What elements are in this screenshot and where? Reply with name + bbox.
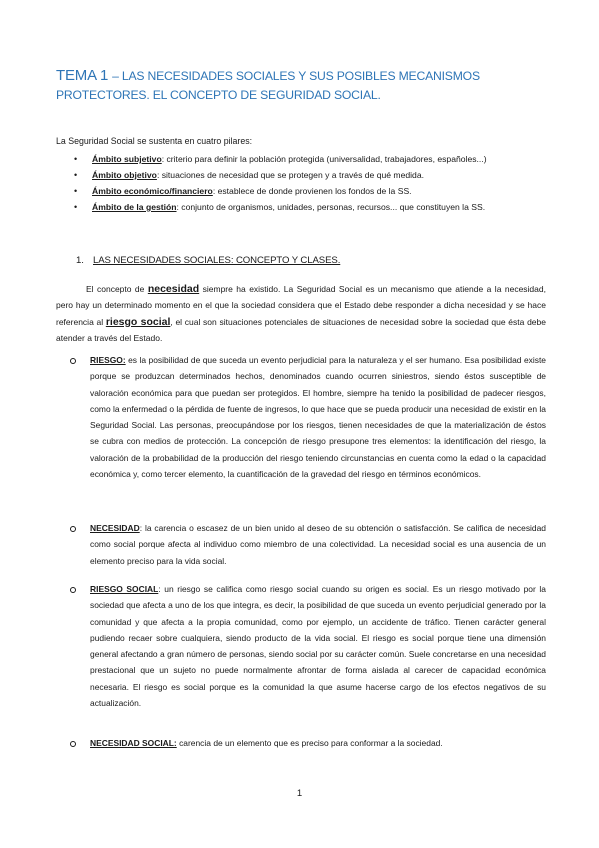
definition-term: RIESGO SOCIAL (90, 584, 159, 594)
list-item (56, 152, 546, 166)
list-item (56, 200, 546, 214)
concept-paragraph (56, 281, 546, 346)
paragraph-part: El concepto de (86, 284, 148, 294)
pillar-term: Ámbito objetivo (92, 170, 157, 180)
highlight-necesidad: necesidad (147, 283, 200, 295)
pillar-text: : establece de donde provienen los fondos de la SS. (212, 186, 412, 196)
definition-riesgo-social (70, 581, 546, 711)
pillar-text: : criterio para definir la población protegida (universalidad, trabajadores, españoles...) (161, 154, 487, 164)
paragraph-part: siempre ha existido. La Seguridad Social es un mecanismo que atiende a la necesidad, pero hay un determinado momento en el que la sociedad considera que el Estado debe responder a dicha necesidad y se hace referencia al (56, 284, 546, 327)
list-item (56, 184, 546, 198)
intro-text: La Seguridad Social se sustenta en cuatro pilares: (56, 136, 253, 146)
list-item (70, 520, 546, 569)
definition-term: RIESGO: (90, 355, 126, 365)
pillar-term: Ámbito de la gestión (92, 202, 177, 212)
definition-text: es la posibilidad de que suceda un evento perjudicial para la naturaleza y el ser humano. Esa posibilidad existe porque se produzcan determinados hechos, denominados cuando ocurren siniestros, siendo éstos susceptible de valoración económica para que puedan ser protegidos. El hombre, siempre ha tenido la posibilidad de padecer riesgos, como la enfermedad o la pérdida de fuente de ingresos, lo que hace que se pueda producir una necesidad de existir en la Seguridad Social. Las personas, preocupándose por los riesgos, tienen necesidades de que la materialización de éstos se cubra con medios de protección. La concepción de riesgo presupone tres elementos: la identificación del riesgo, la valoración de la probabilidad de la producción del riesgo teniendo circunstancias en cuenta como la edad o la capacidad económica y, como tercer elemento, la cuantificación de la gravedad del riesgo en términos económicos. (90, 355, 546, 480)
pillar-term: Ámbito subjetivo (92, 154, 162, 164)
list-item (70, 735, 546, 751)
page-number: 1 (296, 788, 303, 799)
paragraph-part: , el cual son situaciones potenciales de situaciones de necesidad sobre la sociedad que ésta debe atender a través del Estado. (56, 316, 546, 343)
definition-term: NECESIDAD (90, 523, 140, 533)
highlight-riesgo-social: riesgo social (105, 315, 171, 328)
definition-text: carencia de un elemento que es preciso para conformar a la sociedad. (176, 738, 443, 748)
definition-text: : la carencia o escasez de un bien unido al deseo de su obtención o satisfacción. Se califica de necesidad como social porque afecta al individuo como miembro de una colectividad. La necesidad social es una ausencia de un elemento preciso para la vida social. (90, 523, 546, 566)
section-heading (76, 255, 340, 266)
pillar-text: : situaciones de necesidad que se protegen y a través de qué medida. (156, 170, 424, 180)
section-title: LAS NECESIDADES SOCIALES: CONCEPTO Y CLASES. (93, 255, 341, 266)
definition-riesgo (70, 352, 546, 482)
list-item (70, 352, 546, 482)
section-number: 1. (76, 255, 84, 266)
pillar-text: : conjunto de organismos, unidades, personas, recursos... que constituyen la SS. (176, 202, 486, 212)
list-item (56, 168, 546, 182)
definition-necesidad-social (70, 735, 546, 751)
list-item (70, 581, 546, 711)
pillars-list (56, 152, 546, 216)
definition-term: NECESIDAD SOCIAL: (90, 738, 177, 748)
definition-necesidad (70, 520, 546, 569)
definition-text: : un riesgo se califica como riesgo social cuando su origen es social. Es un riesgo motivado por la sociedad que afecta a uno de los que integra, es decir, la posibilidad de que suceda un evento perjudicial generado por la comunidad y que afecta a la propia comunidad, como por ejemplo, un accidente de tráfico. Tienen carácter general pudiendo recaer sobre cualquiera, siendo producto de la vida social. El riesgo es social porque tiene una dimensión general afectando a gran número de personas, siendo social por su carácter común. Suele concretarse en una necesidad prestacional que un sujeto no puede normalmente afrontar de forma aislada al carecer de capacidad económica necesaria. El riesgo es social porque es la comunidad la que asume hacerse cargo de los efectos negativos de su actualización. (90, 584, 546, 709)
document-title (56, 66, 546, 105)
title-rest: – LAS NECESIDADES SOCIALES Y SUS POSIBLES MECANISMOS PROTECTORES. EL CONCEPTO DE SEGURIDAD SOCIAL. (56, 69, 480, 102)
title-prefix: TEMA 1 (56, 67, 113, 84)
pillar-term: Ámbito económico/financiero (92, 186, 213, 196)
